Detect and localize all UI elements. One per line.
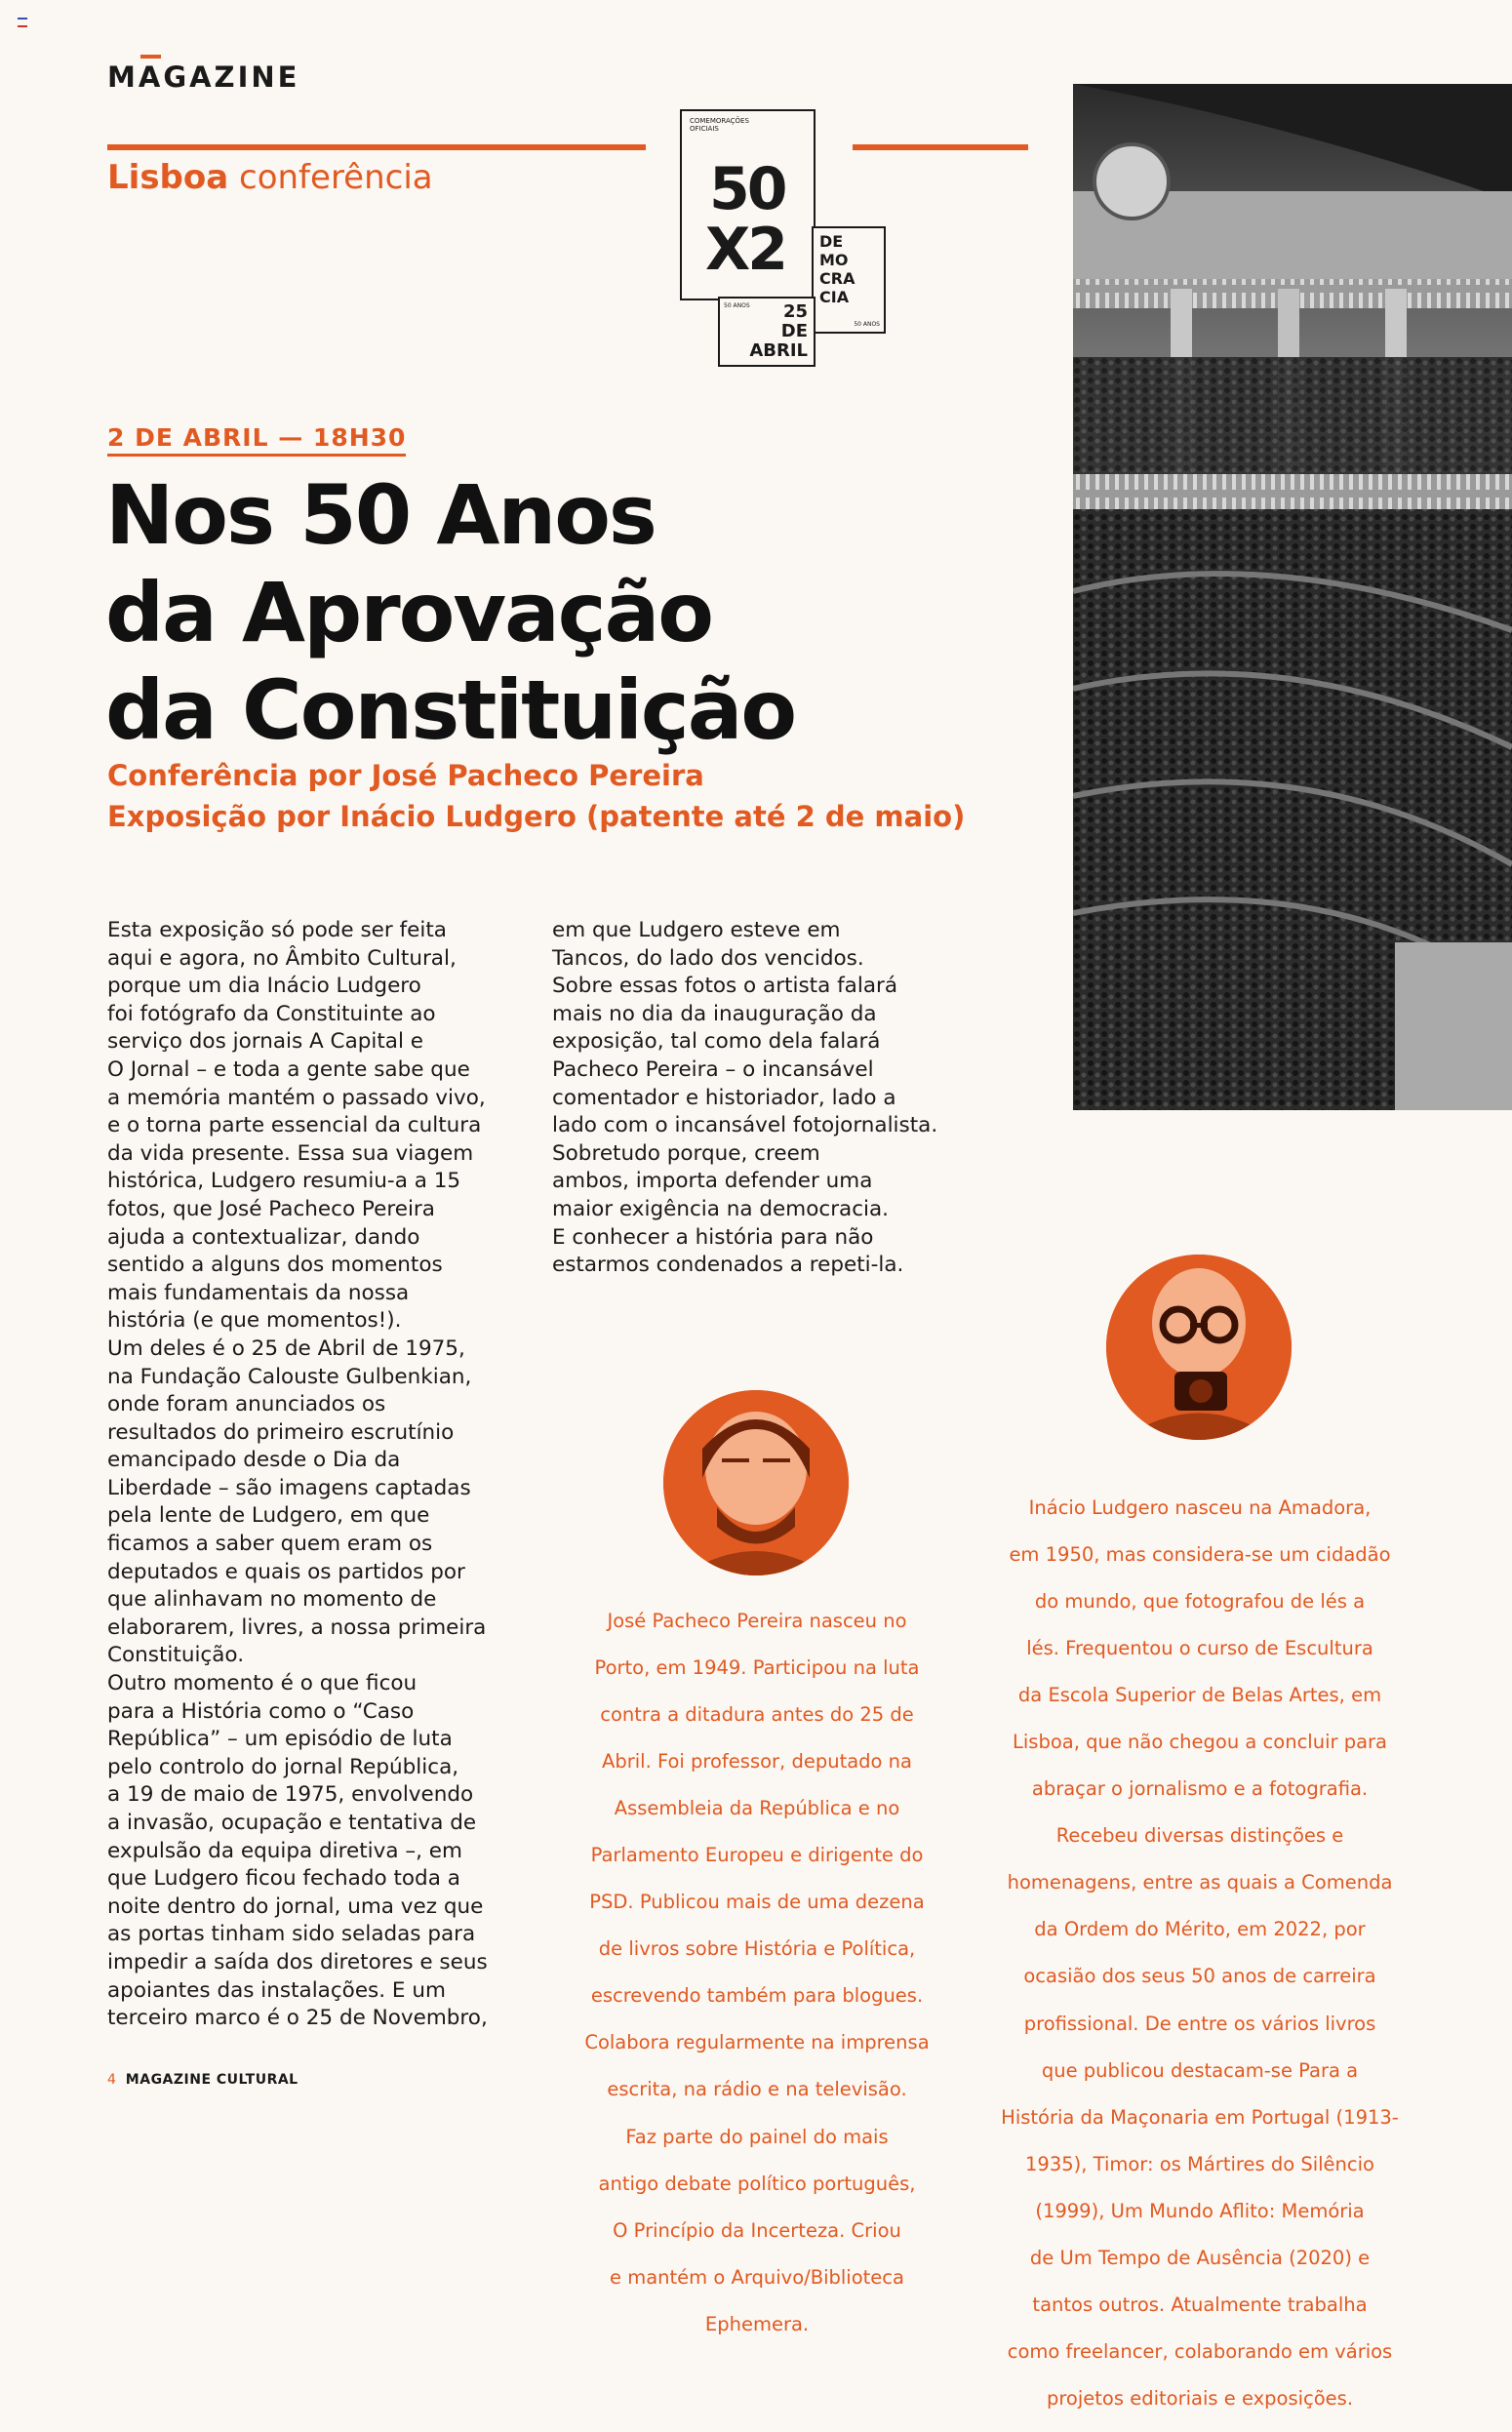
logo-small-text: COMEMORAÇÕES OFICIAIS: [690, 117, 749, 133]
ludgero-portrait: [1106, 1255, 1292, 1440]
article-col1-line: a invasão, ocupação e tentativa de: [107, 1811, 477, 1835]
article-col2-line: ambos, importa defender uma: [552, 1169, 873, 1194]
event-date: 2 DE ABRIL — 18H30: [107, 423, 406, 457]
article-col1-line: deputados e quais os partidos por: [107, 1559, 465, 1584]
article-col2-line: Sobre essas fotos o artista falará: [552, 974, 898, 999]
article-col2-line: Sobretudo porque, creem: [552, 1140, 820, 1166]
bio-ludgero-line: abraçar o jornalismo e a fotografia.: [1031, 1777, 1369, 1801]
logo-demo-4: CIA: [819, 288, 850, 306]
article-col1-line: a memória mantém o passado vivo,: [107, 1085, 486, 1110]
article-col1-line: da vida presente. Essa sua viagem: [107, 1140, 474, 1166]
title-line-3: da Constituição: [105, 662, 796, 758]
article-col1-line: e o torna parte essencial da cultura: [107, 1113, 482, 1138]
bio-ludgero-line: ocasião dos seus 50 anos de carreira: [1023, 1965, 1376, 1988]
article-col2-line: em que Ludgero esteve em: [552, 918, 841, 942]
bio-pacheco: [552, 1588, 962, 2358]
logo-abril: [749, 302, 808, 361]
article-col1-line: aqui e agora, no Âmbito Cultural,: [107, 945, 457, 971]
corner-mark: [18, 18, 27, 27]
event-subtitle-exhibition: Exposição por Inácio Ludgero (patente até 2 de maio): [107, 800, 966, 833]
article-col1-line: histórica, Ludgero resumiu-a a 15: [107, 1169, 461, 1194]
bio-ludgero-line: Recebeu diversas distinções e: [1055, 1824, 1344, 1848]
article-col1-line: que alinhavam no momento de: [107, 1587, 437, 1613]
bio-ludgero-line: projetos editoriais e exposições.: [1046, 2387, 1354, 2411]
article-col1-line: emancipado desde o Dia da: [107, 1448, 401, 1473]
article-col1-line: Esta exposição só pode ser feita: [107, 918, 447, 942]
bio-pacheco-line: contra a ditadura antes do 25 de: [600, 1702, 914, 1726]
article-col2-line: Pacheco Pereira – o incansável: [552, 1057, 874, 1082]
article-col1-line: terceiro marco é o 25 de Novembro,: [107, 2006, 488, 2031]
bio-ludgero-line: (1999), Um Mundo Aflito: Memória: [1035, 2199, 1365, 2222]
logo-50x2: [680, 109, 816, 300]
article-col2-line: E conhecer a história para não: [552, 1224, 874, 1250]
masthead-text: MAGAZINE: [107, 60, 300, 94]
article-col2-line: maior exigência na democracia.: [552, 1196, 890, 1221]
article-col1-line: O Jornal – e toda a gente sabe que: [107, 1057, 470, 1082]
article-col1-line: apoiantes das instalações. E um: [107, 1977, 446, 2003]
logo-demo-3: CRA: [819, 269, 855, 288]
bio-ludgero-line: homenagens, entre as quais a Comenda: [1007, 1871, 1393, 1894]
article-col1-line: fotos, que José Pacheco Pereira: [107, 1196, 435, 1221]
article-col1-line: onde foram anunciados os: [107, 1392, 386, 1417]
section-rule-left: [107, 144, 646, 150]
bio-pacheco-line: de livros sobre História e Política,: [598, 1937, 916, 1961]
bio-ludgero-line: da Escola Superior de Belas Artes, em: [1017, 1683, 1382, 1706]
bio-pacheco-line: Parlamento Europeu e dirigente do: [590, 1843, 924, 1866]
bio-ludgero: [985, 1475, 1414, 2432]
article-col1-line: impedir a saída dos diretores e seus: [107, 1949, 488, 1974]
bio-ludgero-line: lés. Frequentou o curso de Escultura: [1026, 1636, 1373, 1659]
parliament-photo: [1073, 84, 1512, 1110]
logo-democracia-box: [812, 226, 886, 334]
bio-pacheco-line: escrita, na rádio e na televisão.: [607, 2078, 907, 2101]
title-line-2: da Aprovação: [105, 565, 712, 660]
article-col1-line: mais fundamentais da nossa: [107, 1280, 410, 1305]
article-col1-line: pelo controlo do jornal República,: [107, 1754, 459, 1779]
bio-pacheco-line: José Pacheco Pereira nasceu no: [607, 1609, 907, 1632]
logo-democracia: [819, 232, 855, 306]
page-number: 4: [107, 2072, 117, 2088]
title-line-1: Nos 50 Anos: [105, 467, 656, 563]
article-col1-line: expulsão da equipa diretiva –, em: [107, 1838, 462, 1863]
article-col2-line: comentador e historiador, lado a: [552, 1085, 896, 1110]
event-subtitle-conference: Conferência por José Pacheco Pereira: [107, 759, 704, 792]
bio-pacheco-line: escrevendo também para blogues.: [590, 1984, 924, 2008]
article-col1-line: para a História como o “Caso: [107, 1698, 415, 1724]
logo-demo-2: MO: [819, 251, 849, 269]
article-col1-line: na Fundação Calouste Gulbenkian,: [107, 1364, 472, 1389]
bio-ludgero-line: como freelancer, colaborando em vários: [1007, 2340, 1393, 2364]
masthead: [107, 60, 299, 94]
article-col1-line: sentido a alguns dos momentos: [107, 1253, 443, 1278]
section-rule-right: [853, 144, 1028, 150]
bio-pacheco-line: Ephemera.: [704, 2312, 810, 2335]
bio-ludgero-line: em 1950, mas considera-se um cidadão: [1009, 1542, 1391, 1566]
footer: [107, 2072, 298, 2088]
article-col1-line: Liberdade – são imagens captadas: [107, 1475, 471, 1500]
bio-ludgero-line: de Um Tempo de Ausência (2020) e: [1029, 2247, 1371, 2269]
logo-abril-3: ABRIL: [749, 340, 808, 361]
bio-ludgero-line: da Ordem do Mérito, em 2022, por: [1034, 1918, 1366, 1941]
logo-abril-box: [718, 297, 816, 367]
article-col1-line: a 19 de maio de 1975, envolvendo: [107, 1782, 474, 1808]
bio-pacheco-line: Faz parte do painel do mais: [625, 2125, 889, 2148]
logo-demo-1: DE: [819, 232, 844, 251]
logo-line2: X2: [705, 216, 786, 284]
article-col1-line: República” – um episódio de luta: [107, 1727, 453, 1752]
article-col2-line: exposição, tal como dela falará: [552, 1029, 881, 1055]
bio-pacheco-line: Abril. Foi professor, deputado na: [602, 1749, 912, 1773]
bio-ludgero-line: Inácio Ludgero nasceu na Amadora,: [1028, 1495, 1372, 1519]
bio-ludgero-line: tantos outros. Atualmente trabalha: [1032, 2293, 1368, 2317]
bio-ludgero-line: que publicou destacam-se Para a: [1041, 2058, 1359, 2082]
footer-label: MAGAZINE CULTURAL: [125, 2072, 298, 2088]
article-column-1: [107, 917, 527, 2033]
bio-ludgero-line: História da Maçonaria em Portugal (1913-: [1001, 2105, 1399, 2129]
logo-line1: 50: [709, 155, 785, 223]
article-col2-line: mais no dia da inauguração da: [552, 1001, 877, 1026]
article-col1-line: que Ludgero ficou fechado toda a: [107, 1866, 460, 1892]
section-city: Lisboa: [107, 158, 229, 197]
article-col1-line: pela lente de Ludgero, em que: [107, 1503, 430, 1529]
logo-abril-1: 25: [782, 301, 808, 322]
pacheco-portrait: [663, 1390, 849, 1575]
bio-pacheco-line: antigo debate político português,: [598, 2172, 916, 2195]
article-col1-line: Constituição.: [107, 1643, 245, 1668]
bio-ludgero-line: 1935), Timor: os Mártires do Silêncio: [1025, 2152, 1374, 2175]
bio-pacheco-line: Assembleia da República e no: [614, 1796, 900, 1819]
event-title: [105, 466, 944, 759]
article-col1-line: resultados do primeiro escrutínio: [107, 1419, 455, 1445]
logo-50anos-right: 50 ANOS: [854, 321, 880, 328]
article-col1-line: elaborarem, livres, a nossa primeira: [107, 1615, 487, 1640]
bio-ludgero-line: profissional. De entre os vários livros: [1023, 2012, 1376, 2035]
article-col1-line: as portas tinham sido seladas para: [107, 1922, 476, 1947]
bio-ludgero-line: do mundo, que fotografou de lés a: [1034, 1589, 1366, 1613]
section-label: [107, 158, 433, 197]
bio-pacheco-line: Colabora regularmente na imprensa: [584, 2031, 930, 2054]
bio-ludgero-line: Lisboa, que não chegou a concluir para: [1013, 1730, 1387, 1753]
article-col2-line: estarmos condenados a repeti-la.: [552, 1253, 904, 1278]
article-col1-line: ajuda a contextualizar, dando: [107, 1224, 420, 1250]
article-col2-line: lado com o incansável fotojornalista.: [552, 1113, 938, 1138]
bio-pacheco-line: PSD. Publicou mais de uma dezena: [589, 1891, 925, 1914]
article-col1-line: foi fotógrafo da Constituinte ao: [107, 1001, 436, 1026]
bio-pacheco-line: Porto, em 1949. Participou na luta: [594, 1655, 920, 1679]
article-col1-line: história (e que momentos!).: [107, 1308, 402, 1334]
article-column-2: [552, 917, 981, 1280]
article-col1-line: serviço dos jornais A Capital e: [107, 1029, 424, 1055]
logo-50anos-left: 50 ANOS: [724, 302, 750, 309]
article-col2-line: Tancos, do lado dos vencidos.: [552, 945, 864, 971]
bio-pacheco-line: O Princípio da Incerteza. Criou: [613, 2218, 901, 2242]
bio-pacheco-line: e mantém o Arquivo/Biblioteca: [610, 2265, 904, 2289]
section-type: conferência: [239, 158, 433, 197]
article-col1-line: Outro momento é o que ficou: [107, 1671, 418, 1696]
article-col1-line: Um deles é o 25 de Abril de 1975,: [107, 1336, 465, 1361]
logo-abril-2: DE: [780, 321, 808, 341]
article-col1-line: porque um dia Inácio Ludgero: [107, 974, 421, 999]
article-col1-line: ficamos a saber quem eram os: [107, 1532, 433, 1557]
article-col1-line: noite dentro do jornal, uma vez que: [107, 1894, 484, 1919]
